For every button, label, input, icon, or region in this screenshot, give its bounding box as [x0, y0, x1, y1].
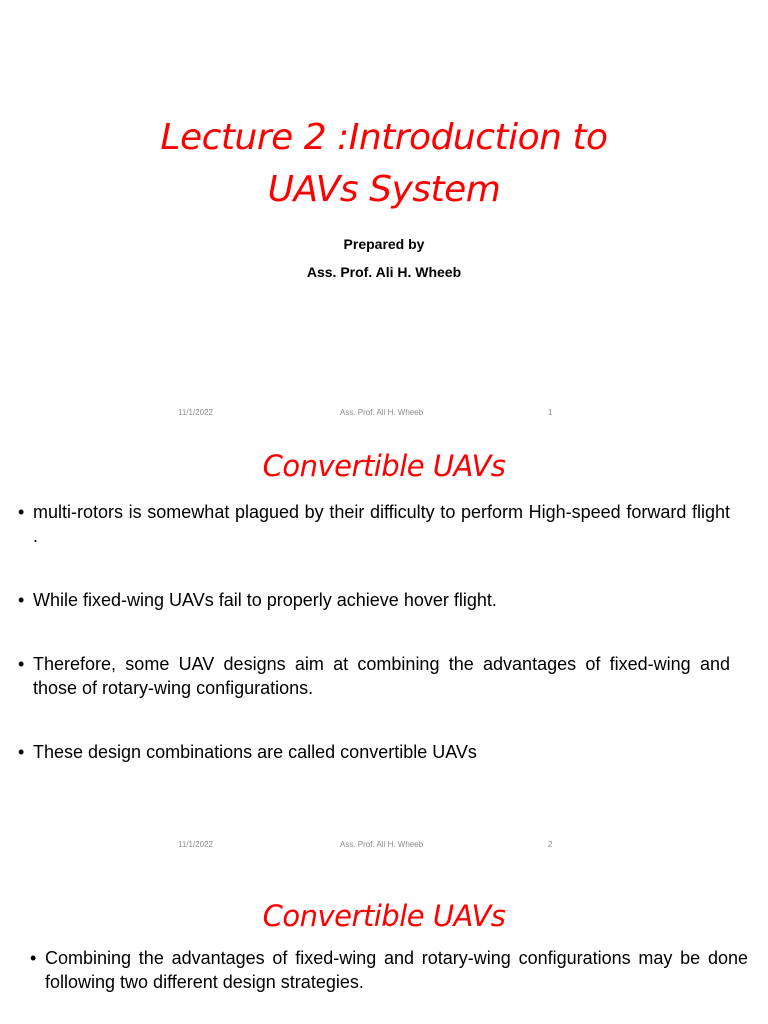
slide-1-title [0, 112, 768, 216]
footer-date: 11/1/2022 [178, 408, 213, 417]
bullet-icon: • [18, 742, 25, 762]
slide-1-title-line-2: UAVs System [267, 169, 501, 210]
slide-2 [0, 432, 768, 864]
bullet-icon: • [18, 590, 25, 610]
bullet-item [30, 946, 748, 994]
bullet-item [18, 500, 730, 548]
bullet-icon: • [18, 654, 25, 674]
bullet-text: Therefore, some UAV designs aim at combining the advantages of fixed-wing and those of rotary-wing configurations. [33, 654, 730, 698]
bullet-text: While fixed-wing UAVs fail to properly achieve hover flight. [33, 590, 497, 610]
bullet-text: These design combinations are called convertible UAVs [33, 742, 477, 762]
bullet-item [18, 652, 730, 700]
bullet-item [18, 588, 730, 612]
footer-author: Ass. Prof. Ali H. Wheeb [340, 408, 424, 417]
bullet-text: Combining the advantages of fixed-wing and rotary-wing configurations may be done following two different design strategies. [45, 948, 748, 992]
bullet-icon: • [30, 948, 37, 968]
footer-author: Ass. Prof. Ali H. Wheeb [340, 840, 424, 849]
slide-2-title: Convertible UAVs [262, 449, 506, 483]
bullet-text: multi-rotors is somewhat plagued by their difficulty to perform High-speed forward flight . [33, 502, 730, 546]
footer-date: 11/1/2022 [178, 840, 213, 849]
prepared-by-label: Prepared by [343, 236, 425, 252]
slide-1-title-line-1: Lecture 2 :Introduction to [160, 117, 608, 158]
footer-page-number: 2 [548, 840, 553, 849]
footer-page-number: 1 [548, 408, 553, 417]
slide-3-title: Convertible UAVs [262, 899, 506, 933]
slide-3 [0, 864, 768, 1024]
bullet-item [18, 740, 730, 764]
author-name: Ass. Prof. Ali H. Wheeb [306, 264, 462, 280]
bullet-icon: • [18, 502, 25, 522]
prepared-by-block [0, 230, 768, 286]
slide-1 [0, 0, 768, 432]
